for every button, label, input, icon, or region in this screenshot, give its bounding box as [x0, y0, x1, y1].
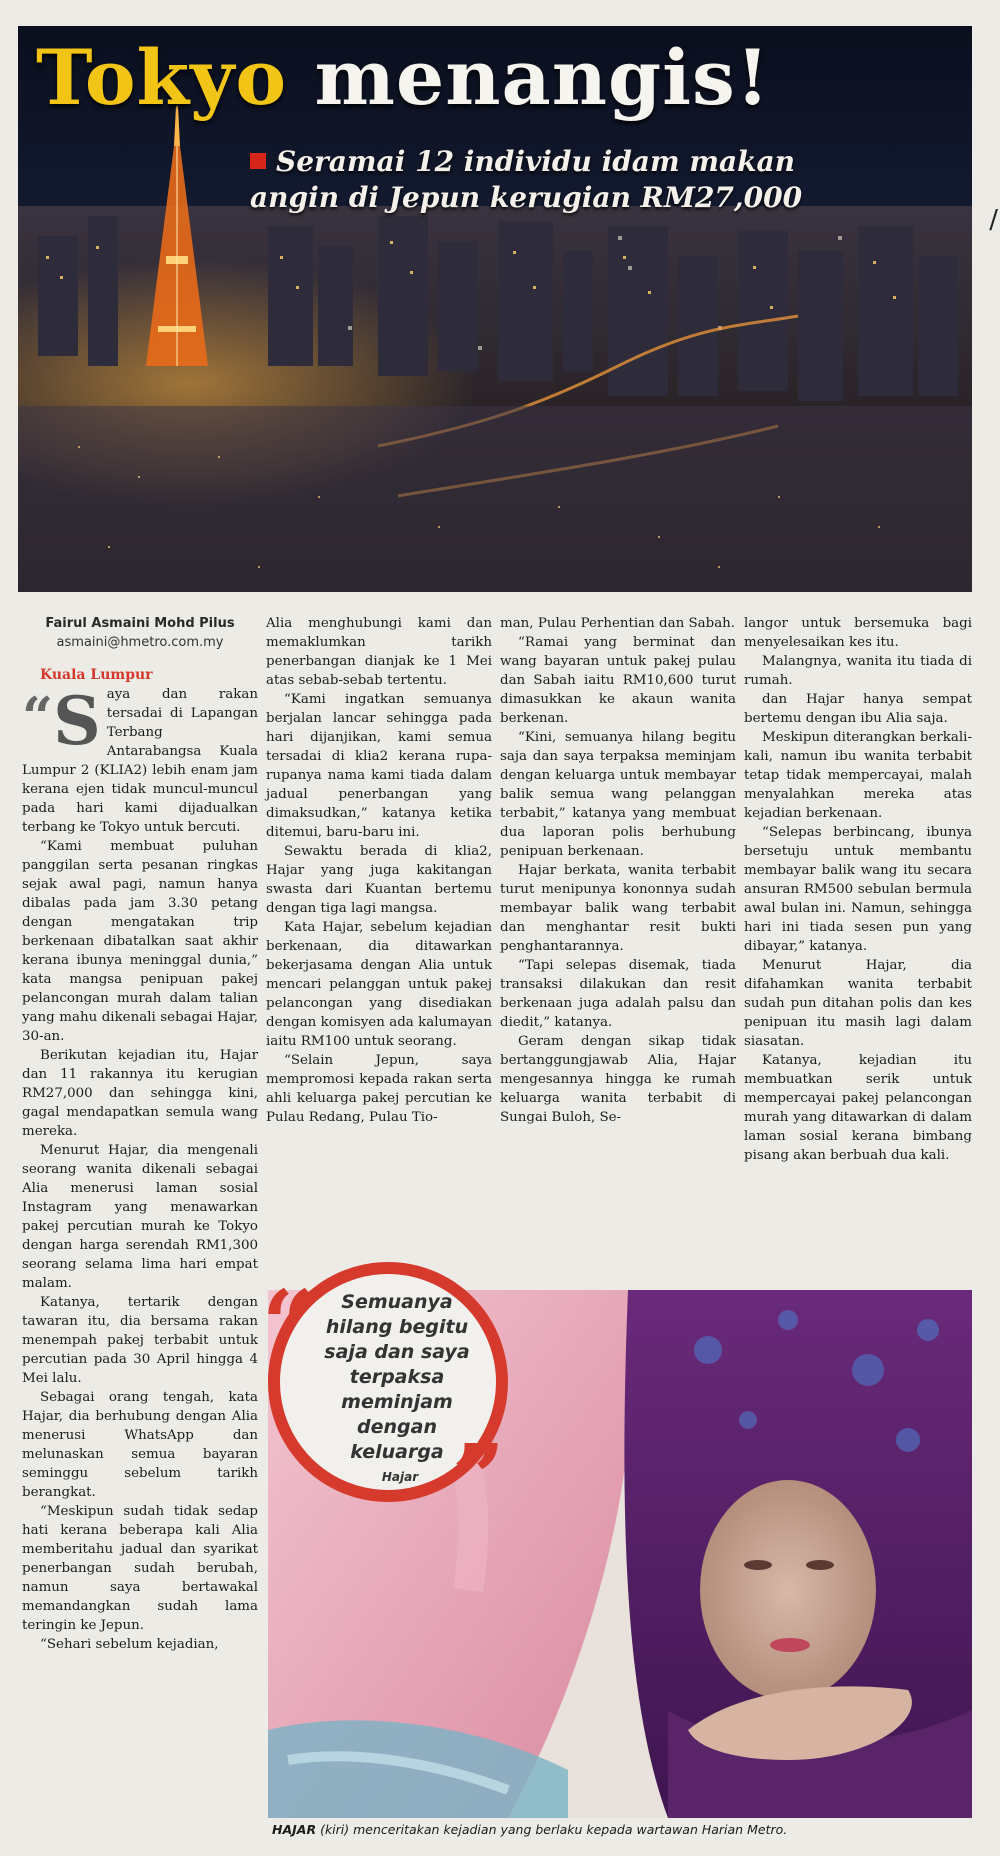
- paragraph: Menurut Hajar, dia difahamkan wanita terbabit sudah pun ditahan polis dan kes penipuan itu masih lagi dalam siasatan.: [744, 958, 972, 1049]
- subheadline: [250, 144, 810, 216]
- opening-quote-glyph: “: [22, 685, 54, 749]
- article-column-4: [744, 614, 972, 1165]
- page-edge-mark: /: [989, 205, 998, 235]
- paragraph: Menurut Hajar, dia mengenali seorang wanita dikenali sebagai Alia menerusi laman sosial Instagram yang menawarkan pakej percutian murah ke Tokyo dengan harga serendah RM1,300 seorang selama lima hari empat malam.: [22, 1143, 258, 1291]
- paragraph: “Ramai yang berminat dan wang bayaran untuk pakej pulau dan Sabah iaitu RM10,600 turut dimasukkan ke akaun wanita berkenan.: [500, 635, 736, 726]
- byline-email: asmaini@hmetro.com.my: [56, 635, 224, 650]
- paragraph: “Selepas berbincang, ibunya bersetuju untuk membantu membayar balik wang itu secara ansuran RM500 sebulan bermula awal bulan ini. Namun, sehingga hari ini tiada sesen pun yang dibayar,” katanya.: [744, 825, 972, 954]
- paragraph: langor untuk bersemuka bagi menyelesaikan kes itu.: [744, 616, 972, 650]
- paragraph: “Selain Jepun, saya mempromosi kepada rakan serta ahli keluarga pakej percutian ke Pulau Redang, Pulau Tio-: [266, 1053, 492, 1125]
- paragraph: “Kami membuat puluhan panggilan serta pesanan ringkas sejak awal pagi, namun hanya dibalas pada jam 3.30 petang dengan mengatakan trip berkenaan dibatalkan saat akhir kerana ibunya meninggal dunia,” kata mangsa penipuan pakej pelancongan murah dalam talian yang mahu dikenali sebagai Hajar, 30-an.: [22, 839, 258, 1044]
- paragraph: “Kami ingatkan semuanya berjalan lancar sehingga pada hari dijanjikan, kami semua tersadai di klia2 kerana rupa-rupanya nama kami tiada dalam jadual penerbangan yang dimaksudkan,” katanya ketika ditemui, baru-baru ini.: [266, 692, 492, 840]
- open-quote-icon: “: [262, 1270, 315, 1378]
- article-column-2: [266, 614, 492, 1127]
- subheadline-text: Seramai 12 individu idam makan angin di Jepun kerugian RM27,000: [250, 145, 803, 214]
- dateline: Kuala Lumpur: [40, 667, 153, 683]
- drop-cap-letter: S: [53, 685, 101, 760]
- article-column-3: [500, 614, 736, 1127]
- paragraph: “Sehari sebelum kejadian,: [40, 1637, 219, 1652]
- paragraph: Geram dengan sikap tidak bertanggungjawab Alia, Hajar mengesannya hingga ke rumah keluarga wanita terbabit di Sungai Buloh, Se-: [500, 1034, 736, 1125]
- caption-lead: HAJAR: [272, 1822, 317, 1837]
- pull-quote-text: Semuanya hilang begitu saja dan saya terpaksa meminjam dengan keluarga: [324, 1291, 470, 1463]
- paragraph: Hajar berkata, wanita terbabit turut menipunya kononnya sudah membayar balik wang terbabit dan menghantar resit bukti penghantarannya.: [500, 863, 736, 954]
- paragraph: “Kini, semuanya hilang begitu saja dan saya terpaksa meminjam dengan keluarga untuk membayar balik semua wang pelanggan terbabit,” katanya yang membuat dua laporan polis berhubung penipuan berkenaan.: [500, 730, 736, 859]
- paragraph: “Meskipun sudah tidak sedap hati kerana beberapa kali Alia memberitahu jadual dan syarikat penerbangan sudah berubah, namun saya bertawakal memandangkan sudah lama teringin ke Jepun.: [22, 1504, 258, 1633]
- paragraph: Katanya, kejadian itu membuatkan serik untuk mempercayai pakej pelancongan murah yang ditawarkan di dalam laman sosial kerana bimbang pisang akan berbuah dua kali.: [744, 1053, 972, 1163]
- headline-word-tokyo: Tokyo: [36, 33, 288, 122]
- paragraph: “Tapi selepas disemak, tiada transaksi dilakukan dan resit berkenaan juga adalah palsu dan diedit,” katanya.: [500, 958, 736, 1030]
- paragraph: Sewaktu berada di klia2, Hajar yang juga kakitangan swasta dari Kuantan bertemu dengan tiga lagi mangsa.: [266, 844, 492, 916]
- paragraph: Kata Hajar, sebelum kejadian berkenaan, dia ditawarkan bekerjasama dengan Alia untuk mencari pelanggan untuk pakej pelancongan yang disediakan dengan komisyen ada kalumayan iaitu RM100 untuk seorang.: [266, 920, 492, 1049]
- close-quote-icon: ”: [452, 1424, 505, 1532]
- paragraph: Alia menghubungi kami dan memaklumkan tarikh penerbangan dianjak ke 1 Mei atas sebab-sebab tertentu.: [266, 616, 492, 688]
- drop-cap: [22, 685, 101, 760]
- paragraph: Katanya, tertarik dengan tawaran itu, dia bersama rakan menempah pakej terbabit untuk percutian pada 30 April hingga 4 Mei lalu.: [22, 1295, 258, 1386]
- caption-text: (kiri) menceritakan kejadian yang berlaku kepada wartawan Harian Metro.: [316, 1822, 788, 1837]
- paragraph: Berikutan kejadian itu, Hajar dan 11 rakannya itu kerugian RM27,000 dan sehingga kini, gagal mendapatkan semula wang mereka.: [22, 1048, 258, 1139]
- paragraph-text: aya dan rakan tersadai di Lapangan Terbang Antarabangsa Kuala Lumpur 2 (KLIA2) lebih enam jam kerana ejen tidak muncul-muncul pada hari kami dijadualkan terbang ke Tokyo untuk bercuti.: [22, 687, 258, 835]
- red-square-bullet-icon: [250, 153, 266, 169]
- paragraph: Malangnya, wanita itu tiada di rumah.: [744, 654, 972, 688]
- tokyo-night-photo: [18, 26, 972, 592]
- photo-caption: [272, 1822, 972, 1837]
- paragraph: Sebagai orang tengah, kata Hajar, dia berhubung dengan Alia menerusi WhatsApp dan melunaskan semua bayaran seminggu sebelum tarikh berangkat.: [22, 1390, 258, 1500]
- paragraph: Meskipun diterangkan berkali-kali, namun ibu wanita terbabit tetap tidak mempercayai, malah menyalahkan mereka atas kejadian berkenaan.: [744, 730, 972, 821]
- pull-quote-attribution: Hajar: [381, 1470, 419, 1484]
- headline: [36, 33, 771, 122]
- paragraph: man, Pulau Perhentian dan Sabah.: [500, 616, 736, 631]
- headline-word-menangis: menangis!: [314, 33, 771, 122]
- article-column-1: [22, 614, 258, 1654]
- byline-name: Fairul Asmaini Mohd Pilus: [45, 616, 235, 631]
- paragraph: dan Hajar hanya sempat bertemu dengan ibu Alia saja.: [744, 692, 972, 726]
- byline: [22, 614, 258, 652]
- paragraph: [22, 685, 258, 837]
